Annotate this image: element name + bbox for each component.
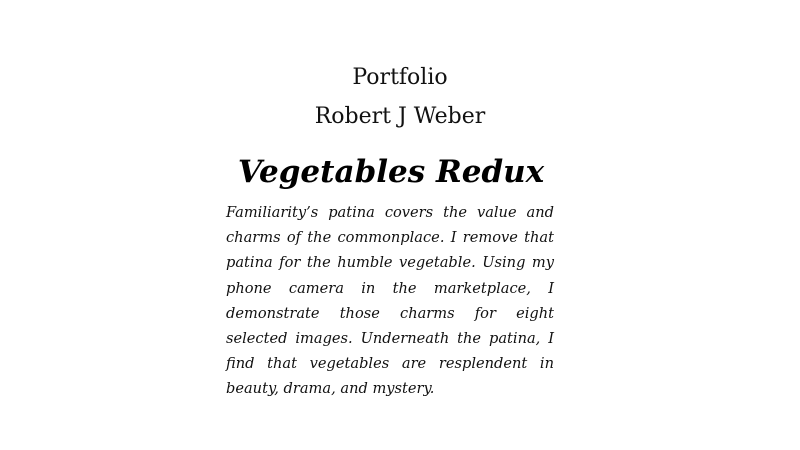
page-title: Vegetables Redux: [237, 154, 545, 190]
author-name: Robert J Weber: [314, 104, 486, 129]
section-label: Portfolio: [352, 65, 448, 90]
intro-paragraph: Familiarity’s patina covers the value and charms of the commonplace. I remove that patina for the humble vegetable. Using my phone camera in the marketplace, I demonstrate those charms for eight selected images. Underneath the patina, I find that vegetables are resplendent in beauty, drama, and mystery.: [226, 204, 554, 398]
